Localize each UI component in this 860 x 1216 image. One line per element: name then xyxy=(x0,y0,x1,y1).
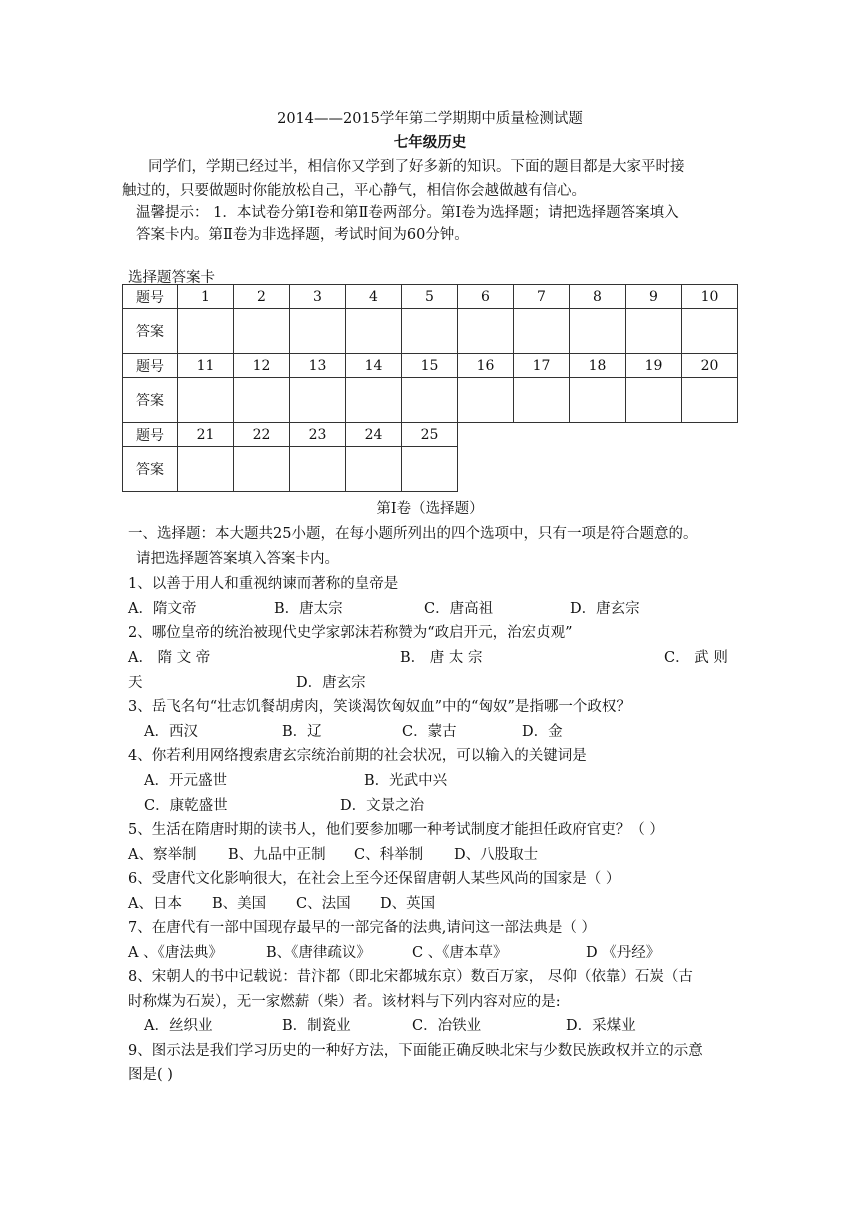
question-number: 22 xyxy=(234,423,290,447)
option-d: D、英国 xyxy=(380,896,436,912)
answer-label: 答案 xyxy=(123,378,178,423)
row-label: 题号 xyxy=(123,354,178,378)
question-stem-2: 图是( ) xyxy=(128,1067,173,1083)
answer-cell[interactable] xyxy=(514,309,570,354)
answer-cell[interactable] xyxy=(402,309,458,354)
question-number: 17 xyxy=(514,354,570,378)
question-stem: 3、岳飞名句“壮志饥餐胡虏肉，笑谈渴饮匈奴血”中的“匈奴”是指哪一个政权？ xyxy=(128,699,631,715)
question-number: 8 xyxy=(570,285,626,309)
answer-cell[interactable] xyxy=(234,309,290,354)
answer-cell[interactable] xyxy=(402,378,458,423)
question-number: 16 xyxy=(458,354,514,378)
row-label: 题号 xyxy=(123,285,178,309)
option-b: B．制瓷业 xyxy=(282,1018,351,1034)
answer-label: 答案 xyxy=(123,447,178,492)
answer-cell[interactable] xyxy=(346,378,402,423)
answer-cell[interactable] xyxy=(178,309,234,354)
empty-space xyxy=(458,423,738,447)
option-a: A．西汉 xyxy=(144,724,198,740)
question-number: 9 xyxy=(626,285,682,309)
option-b: B、九品中正制 xyxy=(228,847,326,863)
exam-subtitle: 七年级历史 xyxy=(393,134,467,151)
question-number: 7 xyxy=(514,285,570,309)
question-stem: 5、生活在隋唐时期的读书人，他们要参加哪一种考试制度才能担任政府官吏？（ ） xyxy=(128,822,664,838)
option-a: A．丝织业 xyxy=(144,1018,213,1034)
answer-cell[interactable] xyxy=(570,309,626,354)
option-d: D．采煤业 xyxy=(566,1018,636,1034)
question-number: 25 xyxy=(402,423,458,447)
question-number: 13 xyxy=(290,354,346,378)
question-stem: 6、受唐代文化影响很大，在社会上至今还保留唐朝人某些风尚的国家是（ ） xyxy=(128,871,621,887)
answer-cell[interactable] xyxy=(346,309,402,354)
option-b: B．辽 xyxy=(282,724,322,740)
option-a: A．开元盛世 xyxy=(144,773,227,789)
option-d: D．金 xyxy=(522,724,563,740)
answer-cell[interactable] xyxy=(570,378,626,423)
question-number: 5 xyxy=(402,285,458,309)
option-a: A．隋文帝 xyxy=(128,601,197,617)
question-stem: 2、哪位皇帝的统治被现代史学家郭沫若称赞为“政启开元，治宏贞观” xyxy=(128,625,573,641)
option-d: D 《丹经》 xyxy=(586,945,661,961)
question-number: 20 xyxy=(682,354,738,378)
option-c: C． 武 则 xyxy=(664,650,728,666)
option-b: B． 唐 太 宗 xyxy=(400,650,483,666)
section-instructions-2: 请把选择题答案填入答案卡内。 xyxy=(136,551,339,567)
answer-card-caption: 选择题答案卡 xyxy=(128,270,215,286)
question-number: 23 xyxy=(290,423,346,447)
section-instructions: 一、选择题：本大题共25小题，在每小题所列出的四个选项中，只有一项是符合题意的。 xyxy=(128,526,698,542)
question-number: 19 xyxy=(626,354,682,378)
answer-cell[interactable] xyxy=(234,447,290,492)
option-d: D．唐玄宗 xyxy=(296,675,366,691)
question-number: 15 xyxy=(402,354,458,378)
answer-cell[interactable] xyxy=(458,309,514,354)
question-number: 21 xyxy=(178,423,234,447)
tip-text: 温馨提示： 1．本试卷分第Ⅰ卷和第Ⅱ卷两部分。第Ⅰ卷为选择题；请把选择题答案填入 xyxy=(136,205,679,221)
answer-cell[interactable] xyxy=(682,309,738,354)
answer-cell[interactable] xyxy=(682,378,738,423)
answer-cell[interactable] xyxy=(178,378,234,423)
option-c: C．康乾盛世 xyxy=(144,798,228,814)
option-c: C、科举制 xyxy=(354,847,424,863)
option-b: B．光武中兴 xyxy=(364,773,448,789)
option-d: D、八股取士 xyxy=(454,847,539,863)
question-number: 18 xyxy=(570,354,626,378)
empty-space xyxy=(458,447,738,492)
question-number: 1 xyxy=(178,285,234,309)
question-number: 24 xyxy=(346,423,402,447)
question-stem: 9、图示法是我们学习历史的一种好方法，下面能正确反映北宋与少数民族政权并立的示意 xyxy=(128,1043,703,1059)
question-stem: 1、以善于用人和重视纳谏而著称的皇帝是 xyxy=(128,576,399,592)
question-stem: 4、你若利用网络搜索唐玄宗统治前期的社会状况，可以输入的关键词是 xyxy=(128,748,587,764)
question-number: 2 xyxy=(234,285,290,309)
question-number: 6 xyxy=(458,285,514,309)
question-number: 11 xyxy=(178,354,234,378)
option-b: B．唐太宗 xyxy=(274,601,343,617)
section-title: 第Ⅰ卷（选择题） xyxy=(376,501,484,517)
row-label: 题号 xyxy=(123,423,178,447)
option-d: D．唐玄宗 xyxy=(570,601,640,617)
option-c-continued: 天 xyxy=(128,675,143,691)
exam-title: 2014——2015学年第二学期期中质量检测试题 xyxy=(277,111,583,127)
question-stem-2: 时称煤为石炭），无一家燃薪（柴）者。该材料与下列内容对应的是: xyxy=(128,994,561,1010)
question-number: 10 xyxy=(682,285,738,309)
option-b: B、美国 xyxy=(212,896,267,912)
answer-cell[interactable] xyxy=(514,378,570,423)
intro-text: 同学们，学期已经过半，相信你又学到了好多新的知识。下面的题目都是大家平时接 xyxy=(148,159,685,175)
question-number: 12 xyxy=(234,354,290,378)
answer-cell[interactable] xyxy=(290,309,346,354)
option-c: C 、《唐本草》 xyxy=(412,945,508,961)
answer-cell[interactable] xyxy=(290,378,346,423)
question-number: 14 xyxy=(346,354,402,378)
answer-cell[interactable] xyxy=(290,447,346,492)
answer-cell[interactable] xyxy=(178,447,234,492)
answer-cell[interactable] xyxy=(234,378,290,423)
answer-cell[interactable] xyxy=(402,447,458,492)
option-a: A． 隋 文 帝 xyxy=(128,650,211,666)
question-number: 4 xyxy=(346,285,402,309)
option-a: A 、《唐法典》 xyxy=(128,945,223,961)
option-c: C．冶铁业 xyxy=(412,1018,482,1034)
answer-cell[interactable] xyxy=(626,309,682,354)
answer-cell[interactable] xyxy=(346,447,402,492)
option-c: C、法国 xyxy=(296,896,351,912)
answer-card-table xyxy=(122,284,738,492)
option-c: C．蒙古 xyxy=(402,724,457,740)
answer-cell[interactable] xyxy=(458,378,514,423)
answer-label: 答案 xyxy=(123,309,178,354)
question-number: 3 xyxy=(290,285,346,309)
option-b: B、《唐律疏议》 xyxy=(266,945,371,961)
option-d: D．文景之治 xyxy=(340,798,425,814)
option-a: A、察举制 xyxy=(128,847,197,863)
tip-text-2: 答案卡内。第Ⅱ卷为非选择题，考试时间为60分钟。 xyxy=(136,227,469,243)
option-a: A、日本 xyxy=(128,896,182,912)
intro-text-2: 触过的，只要做题时你能放松自己，平心静气，相信你会越做越有信心。 xyxy=(122,183,586,199)
answer-cell[interactable] xyxy=(626,378,682,423)
question-stem: 7、在唐代有一部中国现存最早的一部完备的法典,请问这一部法典是（ ） xyxy=(128,920,596,936)
option-c: C．唐高祖 xyxy=(424,601,494,617)
question-stem: 8、宋朝人的书中记载说：昔汴都（即北宋都城东京）数百万家， 尽仰（依靠）石炭（古 xyxy=(128,969,693,985)
